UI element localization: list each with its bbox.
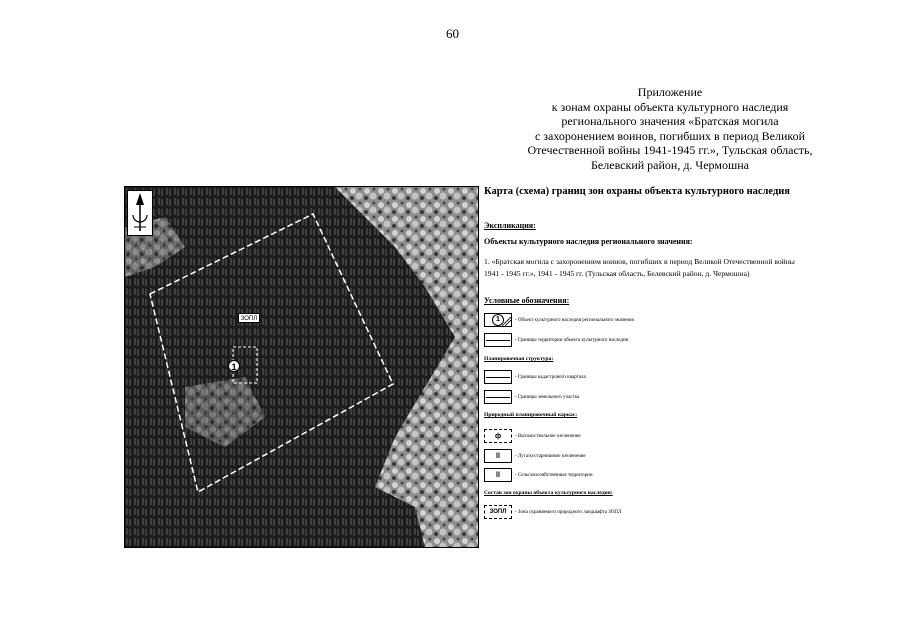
- planning-heading: Планировочная структура:: [484, 356, 554, 362]
- legend-row-meadows: [484, 448, 586, 464]
- cadastral-quarter-symbol-icon: [484, 370, 512, 384]
- map-title: Карта (схема) границ зон охраны объекта культурного наследия: [484, 186, 790, 197]
- legend-row-agricultural: [484, 467, 593, 483]
- legend-label: - Объект культурного наследия регионального значения: [515, 317, 634, 323]
- legend-row-heritage-object: [484, 312, 634, 328]
- legend-label: - Высокоствольное озеленение: [515, 433, 581, 439]
- appendix-line: регионального значения «Братская могила: [561, 114, 779, 128]
- legend-label: - Границы территории объекта культурного наследия: [515, 337, 628, 343]
- compass-arrow-icon: [127, 190, 153, 236]
- legend-row-tall-trees: [484, 428, 581, 444]
- page-number: 60: [446, 26, 459, 41]
- legend-row-zopl: [484, 504, 621, 520]
- legend-label: - Луга/кустарниковое озеленение: [515, 453, 586, 459]
- land-plot-symbol-icon: [484, 390, 512, 404]
- legend-row-heritage-territory: [484, 332, 628, 348]
- legend-label: - Сельскохозяйственные территории: [515, 472, 593, 478]
- tall-trees-symbol-icon: ф: [484, 429, 512, 443]
- heritage-object-symbol-icon: [484, 313, 512, 327]
- symbols-heading: Условные обозначения:: [484, 296, 570, 305]
- map-image: [124, 186, 479, 548]
- legend-row-land-plot: [484, 389, 579, 405]
- appendix-header: [470, 85, 870, 172]
- appendix-line: Приложение: [637, 85, 703, 99]
- zones-heading: Состав зон охраны объекта культурного наследия:: [484, 490, 613, 496]
- appendix-line: с захоронением воинов, погибших в период Великой: [534, 128, 806, 143]
- map-legend: [484, 186, 814, 515]
- appendix-line: Отечественной войны 1941-1945 гг.», Тульская область,: [527, 143, 813, 157]
- agricultural-symbol-icon: ll: [484, 468, 512, 482]
- zone-label: ЗОПЛ: [238, 313, 260, 323]
- objects-heading: Объекты культурного наследия регионального значения:: [484, 237, 693, 246]
- territory-boundary-symbol-icon: [484, 333, 512, 347]
- appendix-line: к зонам охраны объекта культурного наследия: [551, 99, 789, 114]
- natural-heading: Природный планировочный каркас:: [484, 412, 578, 418]
- appendix-line: Белевский район, д. Чермошна: [591, 157, 749, 172]
- legend-label: - Границы земельного участка: [515, 394, 580, 400]
- explication-heading: Экспликация:: [484, 221, 536, 230]
- heritage-object-marker: 1: [228, 360, 240, 372]
- aerial-photo: [125, 187, 478, 547]
- legend-label: - Границы кадастрового квартала: [515, 374, 586, 380]
- meadow-symbol-icon: ll: [484, 449, 512, 463]
- object-description: 1. «Братская могила с захоронением воинов, погибших в период Великой Отечественной войны 1941 - 1945 гг.», 1941 - 1945 гг. (Тульская область, Белевский район, д. Чермошна): [484, 257, 795, 278]
- symbol-number: 1: [492, 314, 504, 326]
- zopl-symbol-icon: ЗОПЛ: [484, 505, 512, 519]
- legend-label: - Зона охраняемого природного ландшафта ЗОПЛ: [515, 509, 622, 515]
- legend-row-cadastral-quarter: [484, 369, 586, 385]
